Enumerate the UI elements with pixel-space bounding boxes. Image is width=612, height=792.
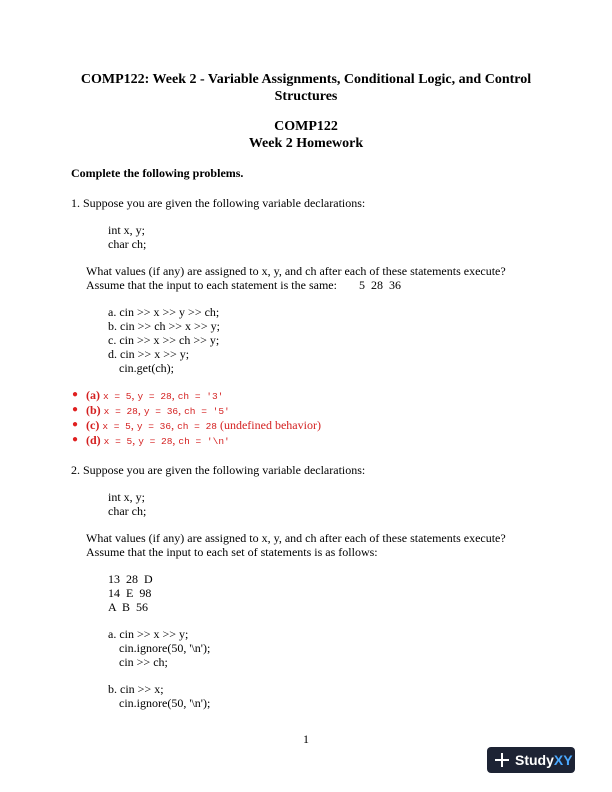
studyxy-logo[interactable]	[487, 747, 575, 773]
q2-b-line2: cin.ignore(50, '\n');	[119, 696, 211, 710]
answer-y: y = 36	[143, 406, 179, 417]
q2-a-line2: cin.ignore(50, '\n');	[119, 641, 211, 655]
q1-decl-char: char ch;	[108, 237, 147, 251]
answer-ch: ch = '\n'	[178, 436, 230, 447]
q2-decl-char: char ch;	[108, 504, 147, 518]
bullet-icon: ●	[72, 419, 79, 430]
page-number: 1	[303, 732, 309, 746]
answer-label: (b)	[86, 403, 101, 417]
q2-question-line2: Assume that the input to each set of statements is as follows:	[86, 545, 378, 559]
answer-d: ● (d) x = 5, y = 28, ch = '\n'	[72, 433, 230, 447]
course-code: COMP122	[274, 119, 338, 134]
answer-x: x = 5	[102, 421, 131, 432]
answer-y: y = 28	[137, 391, 172, 402]
brand-accent: XY	[553, 752, 573, 768]
q2-b-line1: b. cin >> x;	[108, 682, 164, 696]
q1-statement-a: a. cin >> x >> y >> ch;	[108, 305, 220, 319]
q2-a-line3: cin >> ch;	[119, 655, 168, 669]
q2-decl-int: int x, y;	[108, 490, 146, 504]
instructions: Complete the following problems.	[71, 166, 244, 180]
answer-ch: ch = '3'	[177, 391, 224, 402]
answer-x: x = 28	[103, 406, 138, 417]
q2-a-line1: a. cin >> x >> y;	[108, 627, 189, 641]
answer-x: x = 5	[103, 436, 133, 447]
q2-prompt: 2. Suppose you are given the following variable declarations:	[71, 463, 366, 477]
answer-y: y = 28	[138, 436, 173, 447]
answer-label: (a)	[86, 388, 100, 402]
q1-question-line2: Assume that the input to each statement is the same:	[86, 278, 337, 292]
q1-question-line1: What values (if any) are assigned to x, y, and ch after each of these statements execute?	[86, 264, 506, 278]
answer-y: y = 36	[136, 421, 172, 432]
q2-input-line1: 13 28 D	[108, 572, 153, 586]
answer-note: (undefined behavior)	[219, 418, 321, 432]
brand-text: Study	[515, 752, 554, 768]
page-title-line1: COMP122: Week 2 - Variable Assignments, Conditional Logic, and Control	[80, 72, 532, 87]
q1-statement-b: b. cin >> ch >> x >> y;	[108, 319, 220, 333]
answer-x: x = 5	[103, 391, 132, 402]
q1-statement-c: c. cin >> x >> ch >> y;	[108, 333, 220, 347]
bullet-icon: ●	[72, 404, 79, 415]
bullet-icon: ●	[72, 389, 79, 400]
homework-title: Week 2 Homework	[248, 136, 364, 151]
q2-input-line3: A B 56	[108, 600, 149, 614]
answer-ch: ch = 28	[177, 421, 217, 432]
q1-statement-d-line2: cin.get(ch);	[119, 361, 174, 375]
answer-b: ● (b) x = 28, y = 36, ch = '5'	[72, 403, 230, 417]
q1-prompt: 1. Suppose you are given the following variable declarations:	[71, 196, 366, 210]
answer-label: (c)	[86, 418, 100, 432]
answer-c: ● (c) x = 5, y = 36, ch = 28 (undefined behavior)	[72, 418, 321, 432]
page-title-line2: Structures	[274, 89, 338, 104]
q2-input-line2: 14 E 98	[108, 586, 152, 600]
q1-decl-int: int x, y;	[108, 223, 146, 237]
q1-statement-d-line1: d. cin >> x >> y;	[108, 347, 190, 361]
bullet-icon: ●	[72, 434, 79, 445]
answer-label: (d)	[86, 433, 101, 447]
answer-ch: ch = '5'	[184, 406, 230, 417]
answer-a: ● (a) x = 5, y = 28, ch = '3'	[72, 388, 224, 402]
q1-input-values: 5 28 36	[359, 278, 401, 292]
plus-icon	[495, 753, 509, 767]
q2-question-line1: What values (if any) are assigned to x, y, and ch after each of these statements execute?	[86, 531, 506, 545]
